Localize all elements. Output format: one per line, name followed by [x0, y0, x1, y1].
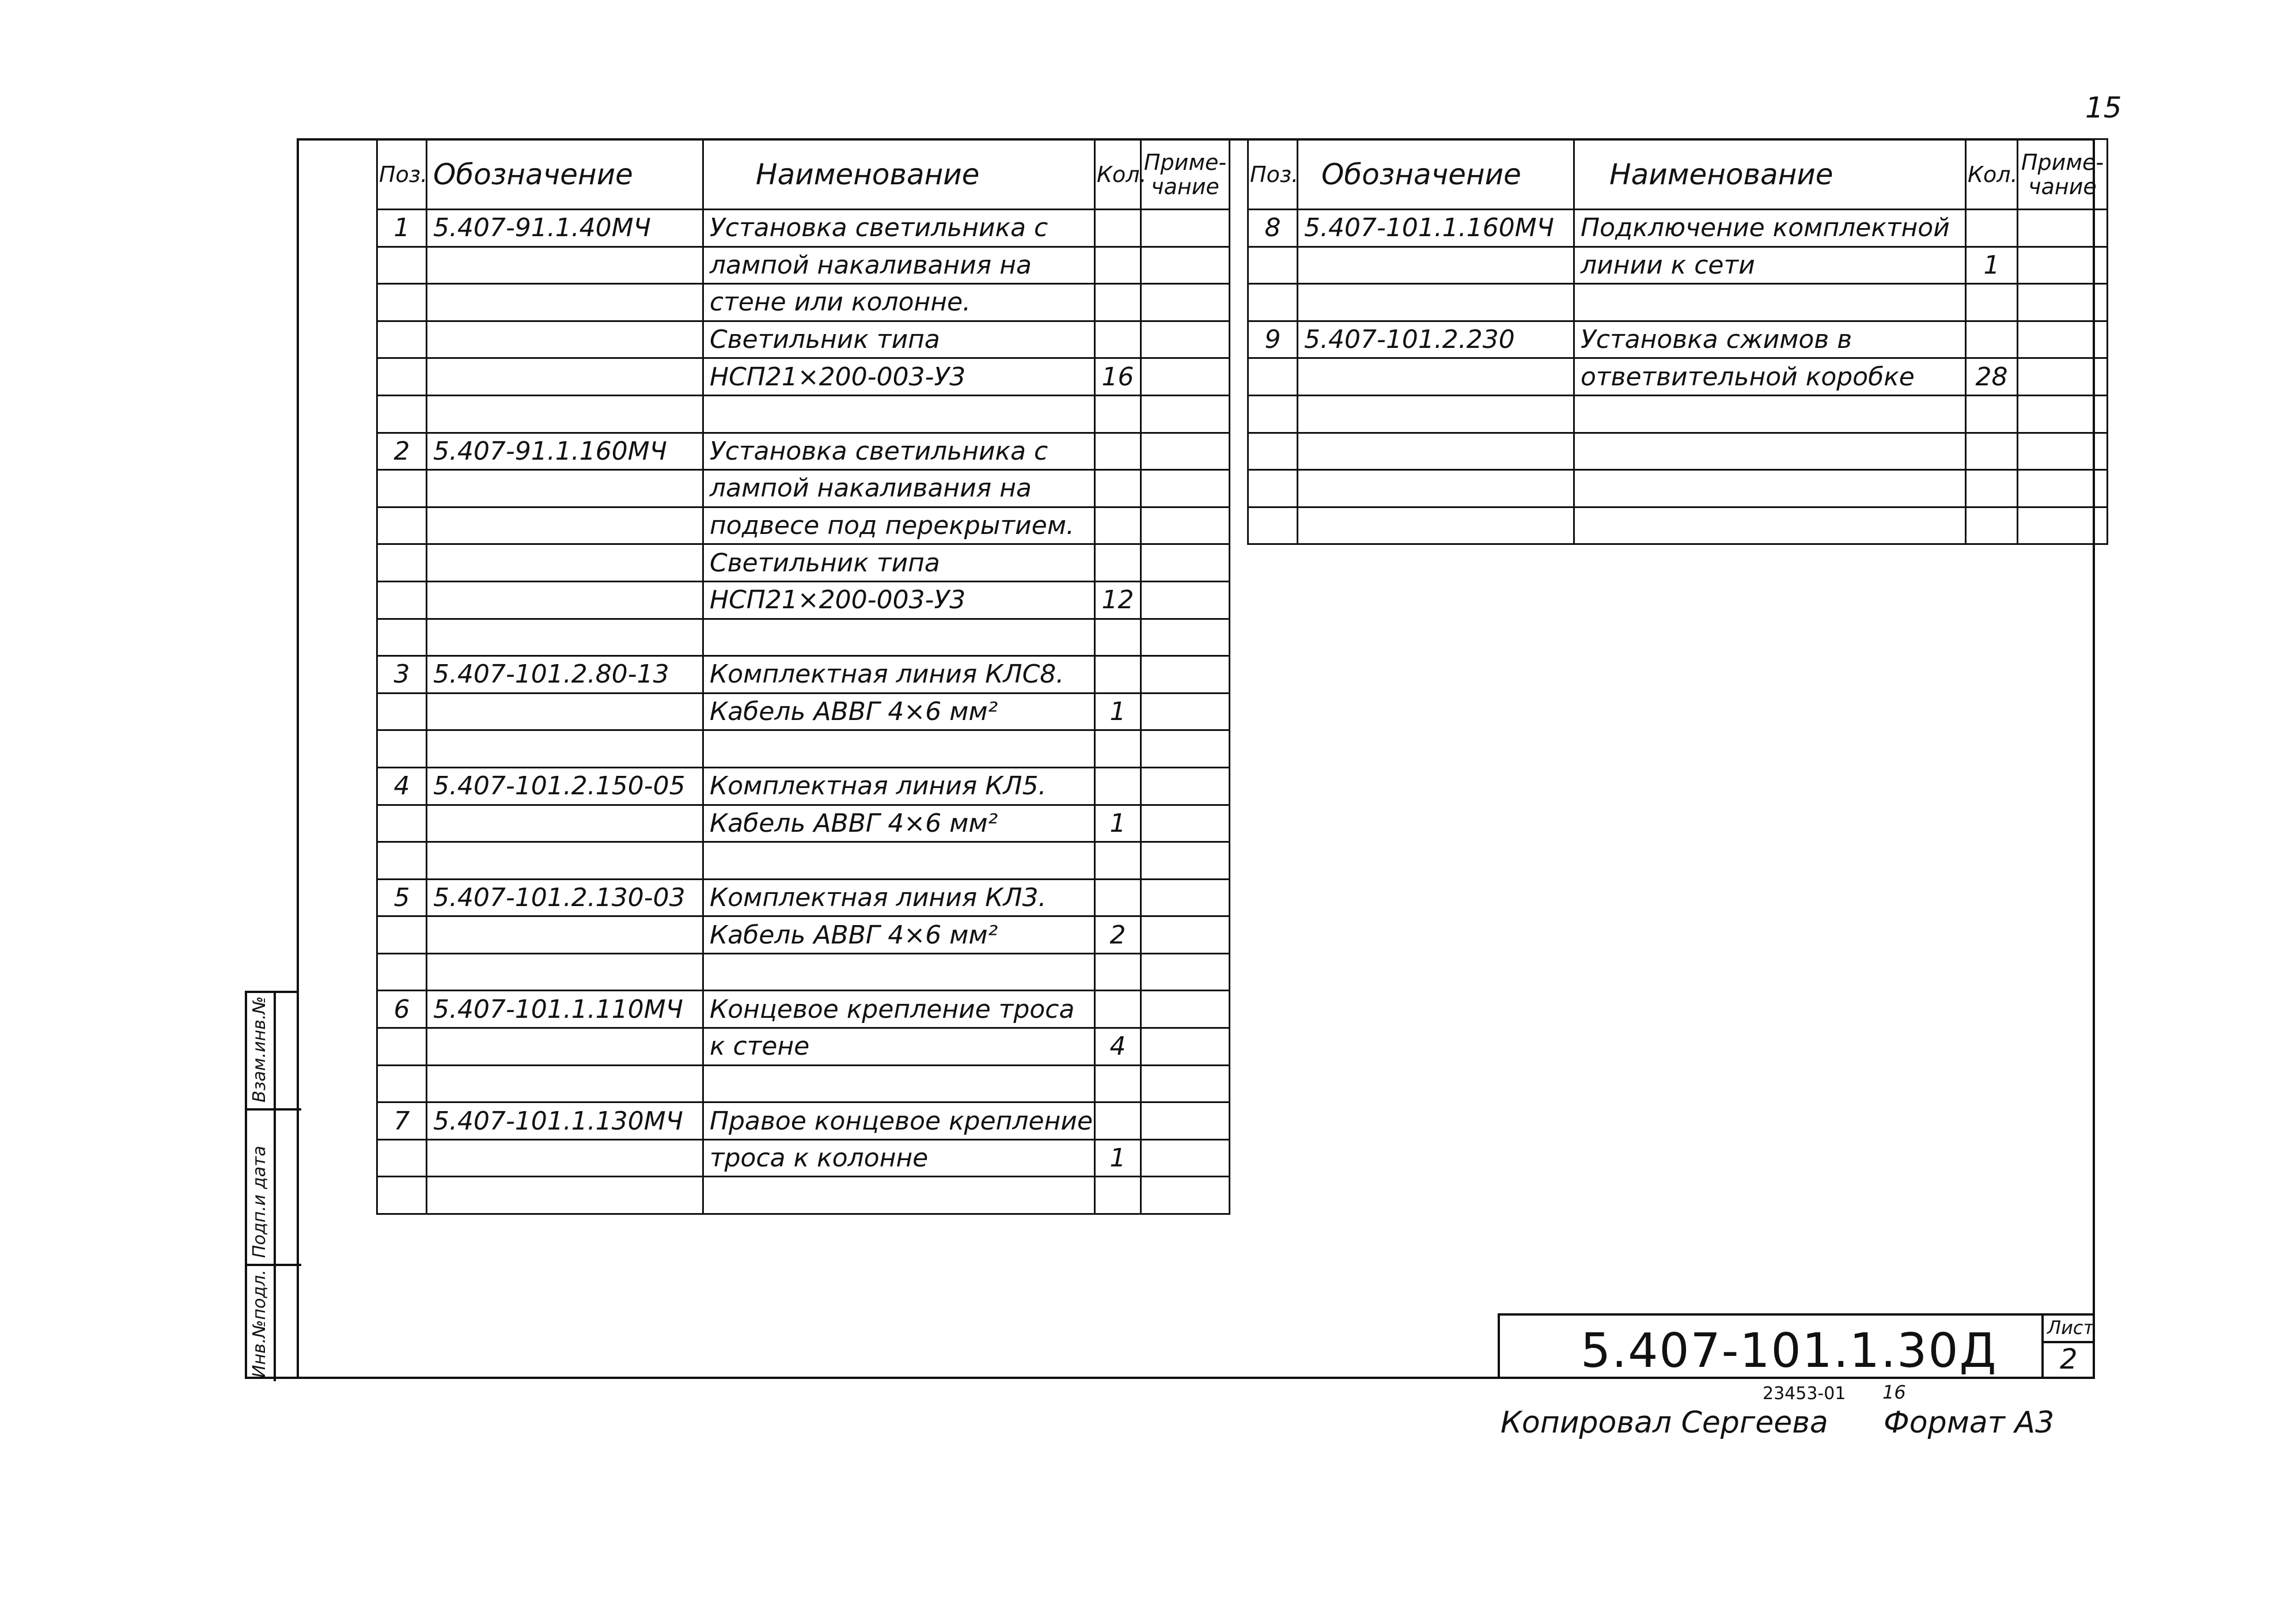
designation-cell: [427, 358, 703, 396]
pos-cell: [377, 470, 427, 507]
name-cell: лампой накаливания на: [703, 247, 1095, 284]
col-pos-header: Поз.: [1248, 139, 1298, 210]
qty-cell: [1966, 395, 2018, 433]
qty-cell: 28: [1966, 358, 2018, 396]
pos-cell: [1248, 470, 1298, 507]
qty-cell: [1966, 507, 2018, 544]
pos-cell: [377, 1028, 427, 1066]
table-row: [1248, 284, 2108, 321]
table-row: [377, 544, 1230, 582]
qty-cell: 12: [1095, 581, 1141, 619]
table-row: [377, 619, 1230, 656]
note-cell: [1141, 953, 1230, 991]
note-cell: [2018, 395, 2108, 433]
document-code: 5.407-101.1.30Д: [1581, 1324, 1998, 1378]
name-cell: НСП21×200-003-У3: [703, 358, 1095, 396]
table-row: [377, 991, 1230, 1028]
name-cell: Комплектная линия КЛ5.: [703, 767, 1095, 805]
qty-cell: 1: [1095, 1139, 1141, 1177]
designation-cell: [427, 619, 703, 656]
note-cell: [1141, 544, 1230, 582]
designation-cell: [427, 730, 703, 768]
designation-cell: [427, 693, 703, 730]
table-header: [1248, 139, 2108, 210]
table-row: [377, 656, 1230, 694]
sheet-label: Лист: [2047, 1317, 2094, 1339]
note-cell: [1141, 1065, 1230, 1102]
qty-cell: [1095, 470, 1141, 507]
table-row: [377, 1177, 1230, 1214]
qty-cell: 1: [1095, 693, 1141, 730]
qty-cell: [1095, 619, 1141, 656]
table-row: [377, 433, 1230, 470]
col-designation-header: Обозначение: [1298, 139, 1574, 210]
name-cell: Подключение комплектной: [1574, 210, 1966, 247]
table-row: [377, 321, 1230, 358]
table-row: [377, 730, 1230, 768]
name-cell: Кабель АВВГ 4×6 мм²: [703, 693, 1095, 730]
name-cell: Кабель АВВГ 4×6 мм²: [703, 916, 1095, 954]
table-row: [377, 247, 1230, 284]
pos-cell: 1: [377, 210, 427, 247]
pos-cell: [1248, 284, 1298, 321]
note-cell: [1141, 693, 1230, 730]
note-cell: [1141, 507, 1230, 544]
qty-cell: [1095, 991, 1141, 1028]
table-row: [377, 1102, 1230, 1140]
pos-cell: 7: [377, 1102, 427, 1140]
designation-cell: [427, 507, 703, 544]
note-cell: [1141, 395, 1230, 433]
qty-cell: [1095, 395, 1141, 433]
designation-cell: [427, 953, 703, 991]
designation-cell: [1298, 395, 1574, 433]
name-cell: стене или колонне.: [703, 284, 1095, 321]
name-cell: Установка светильника с: [703, 210, 1095, 247]
designation-cell: [427, 284, 703, 321]
qty-cell: [1095, 433, 1141, 470]
pos-cell: [377, 953, 427, 991]
pos-cell: [377, 321, 427, 358]
designation-cell: 5.407-101.2.80-13: [427, 656, 703, 694]
table-row: [377, 581, 1230, 619]
pos-cell: [377, 544, 427, 582]
format-label: Формат А3: [1884, 1405, 2055, 1440]
qty-cell: [1095, 507, 1141, 544]
spec-table-left: [376, 138, 1230, 1215]
designation-cell: [1298, 284, 1574, 321]
note-cell: [1141, 656, 1230, 694]
name-cell: [1574, 284, 1966, 321]
name-cell: Кабель АВВГ 4×6 мм²: [703, 805, 1095, 842]
name-cell: [1574, 470, 1966, 507]
name-cell: Комплектная линия КЛС8.: [703, 656, 1095, 694]
name-cell: [703, 953, 1095, 991]
col-qty-header: Кол.: [1095, 139, 1141, 210]
col-name-header: Наименование: [703, 139, 1095, 210]
table-row: [377, 507, 1230, 544]
table-row: [1248, 210, 2108, 247]
note-cell: [2018, 433, 2108, 470]
pos-cell: 2: [377, 433, 427, 470]
qty-cell: [1095, 1102, 1141, 1140]
inv-orig-label: Инв.№подл.: [249, 1270, 270, 1378]
note-cell: [1141, 879, 1230, 916]
name-cell: к стене: [703, 1028, 1095, 1066]
pos-cell: 6: [377, 991, 427, 1028]
name-cell: Правое концевое крепление: [703, 1102, 1095, 1140]
pos-cell: 5: [377, 879, 427, 916]
table-row: [377, 210, 1230, 247]
designation-cell: 5.407-101.1.160МЧ: [1298, 210, 1574, 247]
table-row: [377, 1065, 1230, 1102]
qty-cell: [1095, 730, 1141, 768]
table-row: [1248, 358, 2108, 396]
table-row: [377, 805, 1230, 842]
table-row: [1248, 470, 2108, 507]
name-cell: троса к колонне: [703, 1139, 1095, 1177]
note-cell: [1141, 619, 1230, 656]
name-cell: [703, 730, 1095, 768]
designation-cell: [427, 1139, 703, 1177]
sign-date-label: Подп.и дата: [249, 1146, 270, 1258]
designation-cell: [1298, 470, 1574, 507]
note-cell: [2018, 321, 2108, 358]
table-row: [1248, 433, 2108, 470]
name-cell: [1574, 507, 1966, 544]
pos-cell: [1248, 358, 1298, 396]
pos-cell: [377, 693, 427, 730]
note-cell: [2018, 284, 2108, 321]
qty-cell: [1095, 544, 1141, 582]
designation-cell: 5.407-91.1.160МЧ: [427, 433, 703, 470]
name-cell: Установка сжимов в: [1574, 321, 1966, 358]
note-cell: [1141, 1177, 1230, 1214]
designation-cell: [427, 805, 703, 842]
designation-cell: [427, 581, 703, 619]
table-row: [377, 284, 1230, 321]
name-cell: [703, 1177, 1095, 1214]
designation-cell: [427, 916, 703, 954]
name-cell: линии к сети: [1574, 247, 1966, 284]
qty-cell: [1966, 433, 2018, 470]
designation-cell: [427, 395, 703, 433]
col-note-header: Приме- чание: [2018, 139, 2108, 210]
designation-cell: [427, 247, 703, 284]
note-cell: [2018, 358, 2108, 396]
table-row: [377, 767, 1230, 805]
pos-cell: [377, 730, 427, 768]
note-cell: [2018, 470, 2108, 507]
pos-cell: [377, 805, 427, 842]
designation-cell: [427, 544, 703, 582]
note-cell: [1141, 916, 1230, 954]
page-number: 15: [2085, 91, 2122, 124]
name-cell: НСП21×200-003-У3: [703, 581, 1095, 619]
qty-cell: [1095, 767, 1141, 805]
note-cell: [1141, 730, 1230, 768]
designation-cell: 5.407-101.2.230: [1298, 321, 1574, 358]
qty-cell: 1: [1095, 805, 1141, 842]
sheet-number: 2: [2060, 1343, 2078, 1376]
note-cell: [1141, 433, 1230, 470]
pos-cell: [377, 581, 427, 619]
pos-cell: [377, 247, 427, 284]
designation-cell: [1298, 358, 1574, 396]
note-cell: [2018, 507, 2108, 544]
qty-cell: [1095, 1065, 1141, 1102]
name-cell: [703, 842, 1095, 880]
qty-cell: [1095, 284, 1141, 321]
designation-cell: [427, 1065, 703, 1102]
note-cell: [1141, 1102, 1230, 1140]
designation-cell: [427, 1177, 703, 1214]
name-cell: Установка светильника с: [703, 433, 1095, 470]
note-cell: [1141, 284, 1230, 321]
name-cell: Концевое крепление троса: [703, 991, 1095, 1028]
designation-cell: 5.407-101.1.130МЧ: [427, 1102, 703, 1140]
table-row: [1248, 247, 2108, 284]
qty-cell: [1095, 842, 1141, 880]
qty-cell: [1095, 210, 1141, 247]
note-cell: [1141, 805, 1230, 842]
table-row: [377, 470, 1230, 507]
pos-cell: [377, 1177, 427, 1214]
pos-cell: 3: [377, 656, 427, 694]
col-name-header: Наименование: [1574, 139, 1966, 210]
name-cell: [703, 1065, 1095, 1102]
designation-cell: 5.407-101.1.110МЧ: [427, 991, 703, 1028]
note-cell: [1141, 1028, 1230, 1066]
table-row: [377, 879, 1230, 916]
table-row: [1248, 395, 2108, 433]
qty-cell: [1095, 879, 1141, 916]
table-row: [377, 916, 1230, 954]
table-row: [1248, 321, 2108, 358]
pos-cell: [377, 507, 427, 544]
note-cell: [1141, 210, 1230, 247]
qty-cell: 4: [1095, 1028, 1141, 1066]
note-cell: [1141, 581, 1230, 619]
note-cell: [1141, 358, 1230, 396]
designation-cell: [427, 842, 703, 880]
table-header: [377, 139, 1230, 210]
note-cell: [1141, 470, 1230, 507]
note-cell: [1141, 321, 1230, 358]
title-block: [1498, 1313, 2095, 1379]
name-cell: ответвительной коробке: [1574, 358, 1966, 396]
col-qty-header: Кол.: [1966, 139, 2018, 210]
note-cell: [2018, 247, 2108, 284]
table-row: [377, 358, 1230, 396]
note-cell: [1141, 842, 1230, 880]
qty-cell: [1966, 470, 2018, 507]
designation-cell: [427, 1028, 703, 1066]
table-row: [377, 842, 1230, 880]
pos-cell: [377, 284, 427, 321]
pos-cell: [377, 358, 427, 396]
col-note-header: Приме- чание: [1141, 139, 1230, 210]
qty-cell: [1095, 247, 1141, 284]
table-row: [1248, 507, 2108, 544]
pos-cell: 8: [1248, 210, 1298, 247]
note-cell: [1141, 1139, 1230, 1177]
name-cell: [703, 395, 1095, 433]
pos-cell: [377, 1065, 427, 1102]
pos-cell: [377, 619, 427, 656]
designation-cell: [427, 321, 703, 358]
spec-table-right: [1247, 138, 2108, 545]
designation-cell: [1298, 433, 1574, 470]
qty-cell: 16: [1095, 358, 1141, 396]
pos-cell: [1248, 507, 1298, 544]
name-cell: [703, 619, 1095, 656]
inv-replace-label: Взам.инв.№: [249, 996, 270, 1102]
copied-by: Копировал Сергеева: [1501, 1405, 1828, 1440]
pos-cell: 4: [377, 767, 427, 805]
note-cell: [1141, 991, 1230, 1028]
table-row: [377, 693, 1230, 730]
table-row: [377, 395, 1230, 433]
qty-cell: [1095, 953, 1141, 991]
designation-cell: 5.407-101.2.150-05: [427, 767, 703, 805]
qty-cell: [1095, 321, 1141, 358]
name-cell: [1574, 433, 1966, 470]
pos-cell: [377, 916, 427, 954]
qty-cell: [1966, 210, 2018, 247]
qty-cell: [1966, 321, 2018, 358]
name-cell: лампой накаливания на: [703, 470, 1095, 507]
pos-cell: [377, 842, 427, 880]
designation-cell: [1298, 507, 1574, 544]
qty-cell: [1095, 1177, 1141, 1214]
note-cell: [1141, 247, 1230, 284]
designation-cell: [1298, 247, 1574, 284]
col-pos-header: Поз.: [377, 139, 427, 210]
archive-number: 23453-01: [1763, 1384, 1846, 1404]
note-cell: [1141, 767, 1230, 805]
qty-cell: [1095, 656, 1141, 694]
table-row: [377, 953, 1230, 991]
table-row: [377, 1028, 1230, 1066]
col-designation-header: Обозначение: [427, 139, 703, 210]
side-stamp: [245, 991, 299, 1379]
qty-cell: 2: [1095, 916, 1141, 954]
designation-cell: [427, 470, 703, 507]
pos-cell: 9: [1248, 321, 1298, 358]
pos-cell: [1248, 433, 1298, 470]
name-cell: Комплектная линия КЛ3.: [703, 879, 1095, 916]
name-cell: Светильник типа: [703, 544, 1095, 582]
designation-cell: 5.407-91.1.40МЧ: [427, 210, 703, 247]
table-row: [377, 1139, 1230, 1177]
name-cell: [1574, 395, 1966, 433]
pos-cell: [1248, 395, 1298, 433]
qty-cell: [1966, 284, 2018, 321]
designation-cell: 5.407-101.2.130-03: [427, 879, 703, 916]
name-cell: подвесе под перекрытием.: [703, 507, 1095, 544]
note-cell: [2018, 210, 2108, 247]
pos-cell: [377, 395, 427, 433]
pos-cell: [1248, 247, 1298, 284]
pos-cell: [377, 1139, 427, 1177]
name-cell: Светильник типа: [703, 321, 1095, 358]
qty-cell: 1: [1966, 247, 2018, 284]
archive-sheet: 16: [1882, 1381, 1906, 1403]
